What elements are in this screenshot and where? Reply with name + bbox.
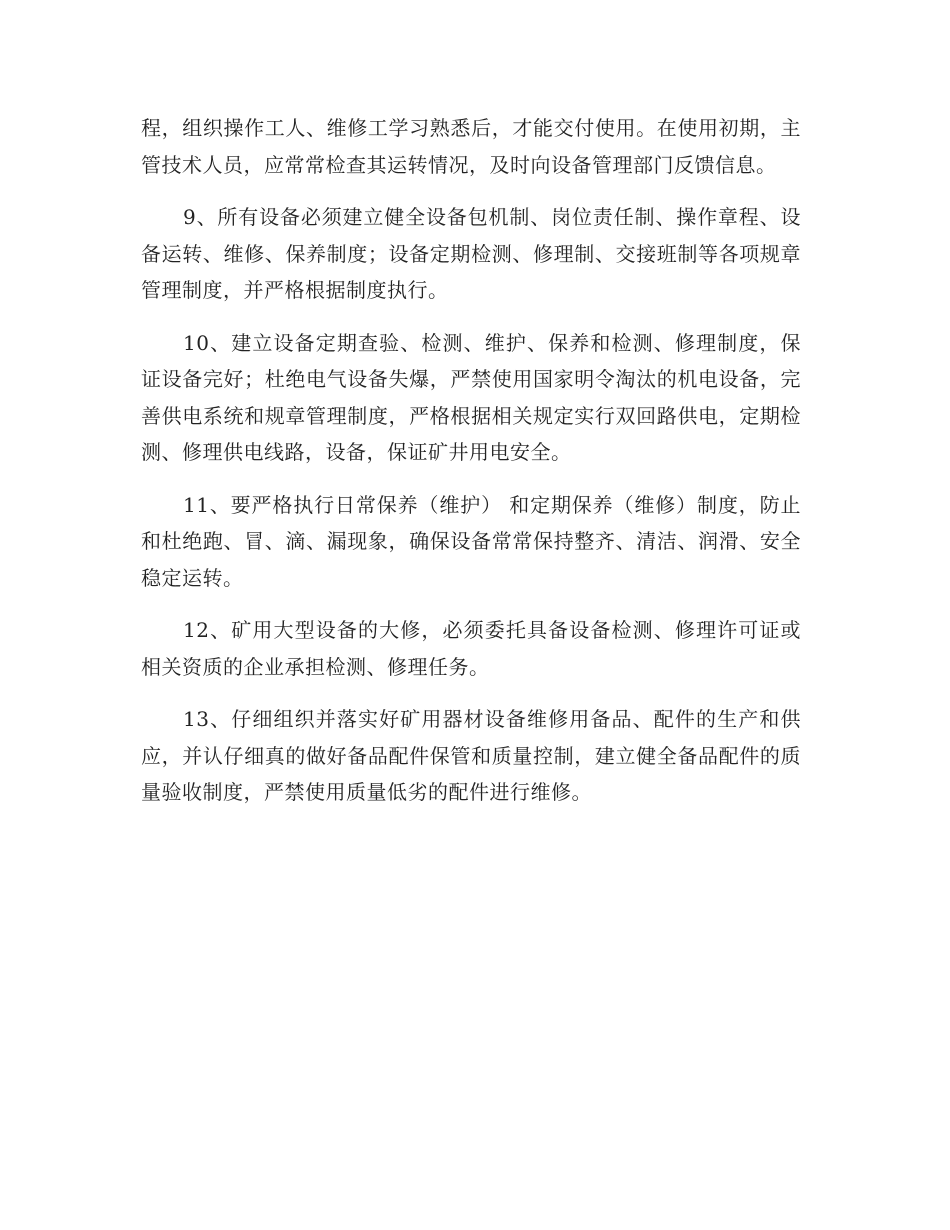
document-body	[141, 110, 801, 827]
paragraph-item-9: 9、所有设备必须建立健全设备包机制、岗位责任制、操作章程、设备运转、维修、保养制度；设备定期检测、修理制、交接班制等各项规章管理制度，并严格根据制度执行。	[141, 205, 801, 302]
paragraph-continuation: 程，组织操作工人、维修工学习熟悉后，才能交付使用。在使用初期，主管技术人员，应常常检查其运转情况，及时向设备管理部门反馈信息。	[141, 116, 801, 177]
paragraph-item-11: 11、要严格执行日常保养（维护） 和定期保养（维修）制度，防止和杜绝跑、冒、滴、漏现象，确保设备常常保持整齐、清洁、润滑、安全稳定运转。	[141, 492, 801, 590]
paragraph-item-12: 12、矿用大型设备的大修，必须委托具备设备检测、修理许可证或相关资质的企业承担检测、修理任务。	[141, 618, 801, 679]
paragraph-item-10: 10、建立设备定期查验、检测、维护、保养和检测、修理制度，保证设备完好；杜绝电气设备失爆，严禁使用国家明令淘汰的机电设备，完善供电系统和规章管理制度，严格根据相关规定实行双回路供电，定期检测、修理供电线路，设备，保证矿井用电安全。	[141, 330, 801, 464]
paragraph-item-13: 13、仔细组织并落实好矿用器材设备维修用备品、配件的生产和供应，并认仔细真的做好备品配件保管和质量控制，建立健全备品配件的质量验收制度，严禁使用质量低劣的配件进行维修。	[141, 707, 801, 804]
